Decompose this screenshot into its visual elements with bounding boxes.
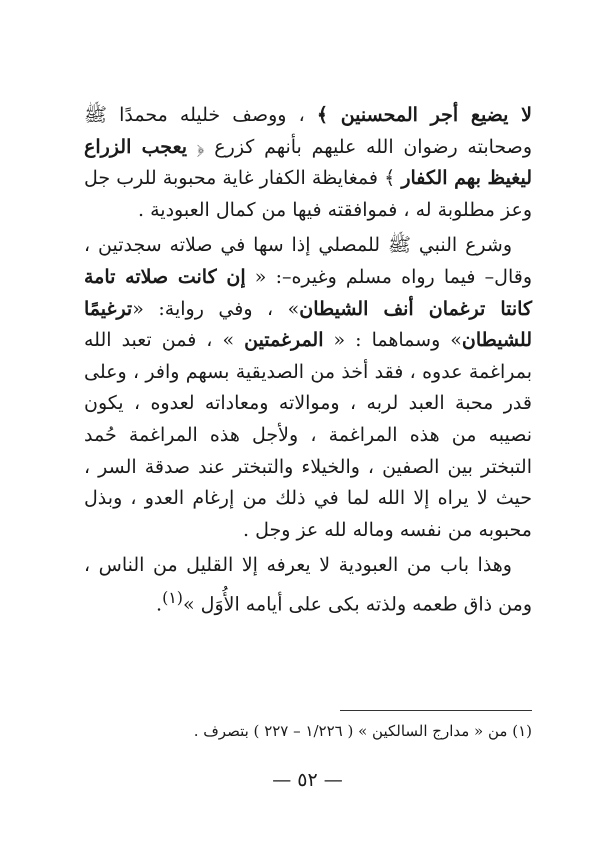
quran-quote-2: يعجب الزراع ليغيظ بهم الكفار <box>84 135 532 190</box>
paragraph-2 <box>84 230 532 546</box>
main-text <box>84 100 532 621</box>
quran-quote-1: لا يضيع أجر المحسنين ﴾ <box>316 104 532 126</box>
hadith-quote-1: إن كانت صلاته تامة كانتا ترغمان أنف الشيطان <box>84 265 532 320</box>
paragraph-1 <box>84 100 532 226</box>
text-run: . <box>156 593 163 616</box>
text-run: ﴾ فمغايظة الكفار غاية محبوبة للرب جل وعز مطلوبة له ، فموافقته فيها من كمال العبودية . <box>84 167 532 221</box>
text-run: وشرع النبي ﷺ للمصلي إذا سها في صلاته سجدتين ، وقال– فيما رواه مسلم وغيره–: « <box>84 234 532 288</box>
footnote: (١) من « مدارج السالكين » ( ١/٢٢٦ – ٢٢٧ ) بتصرف . <box>193 722 532 740</box>
footnote-divider <box>340 710 532 711</box>
text-run: وهذا باب من العبودية لا يعرفه إلا القليل من الناس ، ومن ذاق طعمه ولذته بكى على أيامه الأُوَل » <box>84 554 532 616</box>
hadith-quote-2: ترغيمًا للشيطان <box>84 297 532 352</box>
hadith-quote-3: المرغمتين <box>244 329 324 352</box>
paragraph-3 <box>84 550 532 621</box>
text-run: ، ووصف خليله محمدًا ﷺ وصحابته رضوان الله عليهم بأنهم كزرع ﴿ <box>84 104 532 158</box>
text-run: » ، وفي رواية: « <box>132 297 300 320</box>
footnote-marker: (١) <box>162 587 183 607</box>
text-run: » ، فمن تعبد الله بمراغمة عدوه ، فقد أخذ من الصديقية بسهم وافر ، وعلى قدر محبة العبد لربه ، وموالاته ومعاداته لعدوه ، يكون نصيبه من هذه المراغمة ، ولأجل هذه المراغمة حُمد التبختر بين الصفين ، والخيلاء والتبختر عند صدقة السر ، حيث لا يراه إلا الله لما في ذلك من إرغام العدو ، وبذل محبوبه من نفسه وماله لله عز وجل . <box>84 329 532 541</box>
page-number: — ٥٢ — <box>272 769 343 791</box>
text-run: » وسماهما : « <box>323 329 462 352</box>
